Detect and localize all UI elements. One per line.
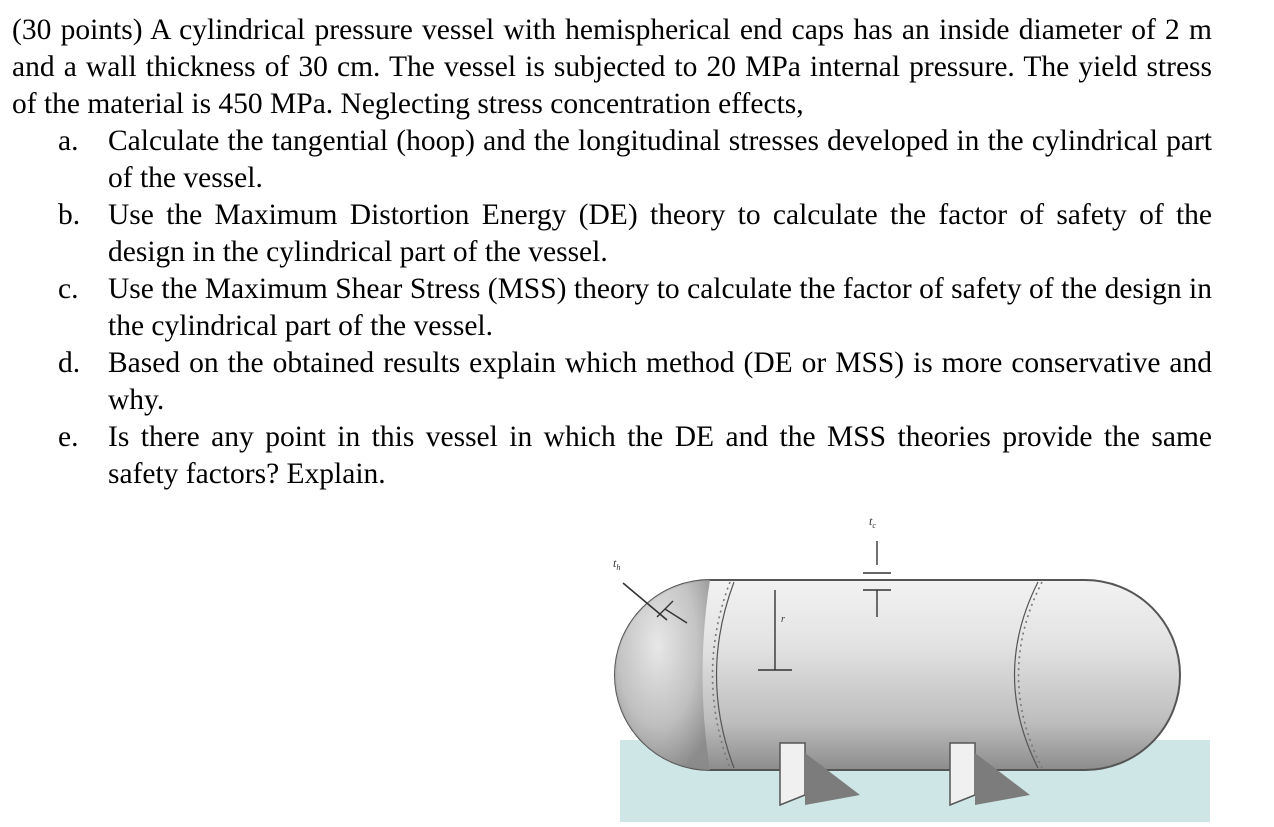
problem-intro: (30 points) A cylindrical pressure vessel with hemispherical end caps has an inside diameter of 2 m and a wall thickness of 30 cm. The vessel is subjected to 20 MPa internal pressure. The yield stress of the material is 450 MPa. Neglecting stress concentration effects,	[12, 14, 1212, 120]
part-c	[12, 271, 1212, 345]
part-letter: b.	[58, 199, 81, 231]
part-a	[12, 123, 1212, 197]
problem-parts	[12, 123, 1212, 493]
part-letter: e.	[58, 421, 79, 453]
pressure-vessel-figure	[595, 505, 1210, 822]
part-d	[12, 345, 1212, 419]
pressure-vessel-drawing	[595, 505, 1210, 822]
part-e	[12, 419, 1212, 493]
part-text: Based on the obtained results explain which method (DE or MSS) is more conservative and why.	[108, 347, 1212, 416]
r-label: r	[781, 614, 785, 625]
part-text: Is there any point in this vessel in which the DE and the MSS theories provide the same safety factors? Explain.	[108, 421, 1212, 490]
part-text: Use the Maximum Distortion Energy (DE) theory to calculate the factor of safety of the design in the cylindrical part of the vessel.	[108, 199, 1212, 268]
part-b	[12, 197, 1212, 271]
part-letter: c.	[58, 273, 79, 305]
problem-statement	[12, 12, 1212, 493]
part-text: Use the Maximum Shear Stress (MSS) theory to calculate the factor of safety of the design in the cylindrical part of the vessel.	[108, 273, 1212, 342]
part-letter: d.	[58, 347, 81, 379]
tc-label: $t_c$	[869, 514, 876, 530]
part-text: Calculate the tangential (hoop) and the longitudinal stresses developed in the cylindrical part of the vessel.	[108, 125, 1212, 194]
part-letter: a.	[58, 125, 79, 157]
th-label: $t_h$	[613, 556, 621, 572]
